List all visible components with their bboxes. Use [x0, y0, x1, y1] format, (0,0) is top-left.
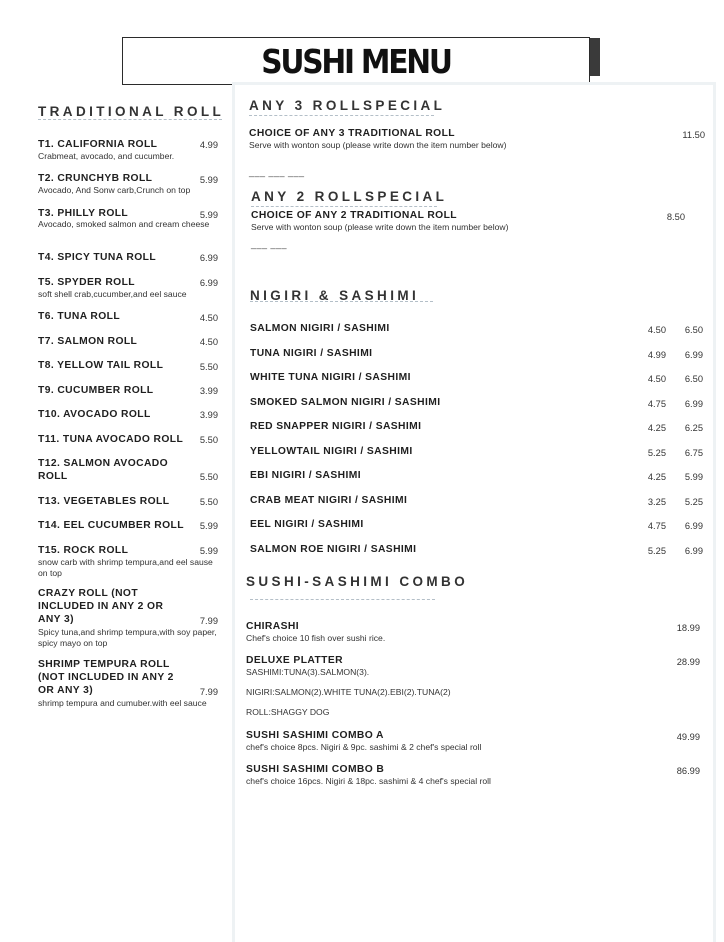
- chirashi-desc: Chef's choice 10 fish over sushi rice.: [246, 633, 386, 643]
- menu-item-price: 6.99: [199, 253, 218, 263]
- deluxe-nigiri-line: NIGIRI:SALMON(2).WHITE TUNA(2).EBI(2).TUNA(2): [246, 687, 451, 697]
- nigiri-item-name: SALMON ROE NIGIRI / SASHIMI: [250, 544, 417, 555]
- menu-item-desc: Spicy tuna,and shrimp tempura,with soy paper, spicy mayo on top: [38, 627, 217, 648]
- menu-item-name: T5. SPYDER ROLL: [38, 277, 135, 288]
- menu-item-name: CRAZY ROLL (NOT INCLUDED IN ANY 2 OR ANY 3): [38, 588, 164, 625]
- nigiri-item-name: SMOKED SALMON NIGIRI / SASHIMI: [250, 397, 441, 408]
- nigiri-price: 4.75: [647, 399, 666, 409]
- combo-a-name: SUSHI SASHIMI COMBO A: [246, 730, 384, 741]
- menu-item-desc: Avocado, And Sonw carb,Crunch on top: [38, 185, 191, 195]
- nigiri-price: 4.25: [647, 423, 666, 433]
- deluxe-roll-line: ROLL:SHAGGY DOG: [246, 707, 330, 717]
- sashimi-price: 6.50: [684, 325, 703, 335]
- chirashi-name: CHIRASHI: [246, 621, 299, 632]
- nigiri-price: 4.99: [647, 350, 666, 360]
- nigiri-item-name: CRAB MEAT NIGIRI / SASHIMI: [250, 495, 408, 506]
- deluxe-price: 28.99: [676, 657, 700, 667]
- menu-item-price: 5.50: [199, 435, 218, 445]
- nigiri-item-name: EBI NIGIRI / SASHIMI: [250, 470, 361, 481]
- menu-item-price: 3.99: [199, 386, 218, 396]
- sashimi-price: 5.99: [684, 472, 703, 482]
- traditional-divider: [38, 119, 222, 120]
- nigiri-item-name: SALMON NIGIRI / SASHIMI: [250, 323, 390, 334]
- menu-item-name: T9. CUCUMBER ROLL: [38, 385, 154, 396]
- menu-item-price: 7.99: [199, 616, 218, 626]
- menu-item-name: T10. AVOCADO ROLL: [38, 409, 151, 420]
- menu-item-name: T1. CALIFORNIA ROLL: [38, 139, 158, 150]
- menu-item-price: 5.50: [199, 497, 218, 507]
- page-title: SUSHI MENU: [261, 42, 451, 81]
- any2-price: 8.50: [666, 212, 685, 222]
- menu-item-price: 5.99: [199, 210, 218, 220]
- menu-item-desc: Crabmeat, avocado, and cucumber.: [38, 151, 175, 161]
- nigiri-price: 5.25: [647, 546, 666, 556]
- combo-a-price: 49.99: [676, 732, 700, 742]
- menu-item-price: 5.99: [199, 175, 218, 185]
- menu-item-price: 6.99: [199, 278, 218, 288]
- sashimi-price: 6.25: [684, 423, 703, 433]
- menu-item-name: T11. TUNA AVOCADO ROLL: [38, 434, 184, 445]
- menu-item-price: 5.99: [199, 546, 218, 556]
- chirashi-price: 18.99: [676, 623, 700, 633]
- menu-item-name: T15. ROCK ROLL: [38, 545, 129, 556]
- any3-item-name: CHOICE OF ANY 3 TRADITIONAL ROLL: [249, 128, 455, 139]
- menu-item-desc: shrimp tempura and cumuber.with eel sauce: [38, 698, 207, 708]
- menu-item-name: T12. SALMON AVOCADO ROLL: [38, 458, 169, 482]
- nigiri-item-name: WHITE TUNA NIGIRI / SASHIMI: [250, 372, 411, 383]
- any2-blanks: ___ ___: [251, 239, 288, 249]
- any3-heading: ANY 3 ROLLSPECIAL: [249, 98, 446, 113]
- any2-heading: ANY 2 ROLLSPECIAL: [251, 189, 448, 204]
- menu-item-price: 5.50: [199, 472, 218, 482]
- nigiri-price: 5.25: [647, 448, 666, 458]
- menu-item-name: T3. PHILLY ROLL: [38, 208, 129, 219]
- menu-item-price: 5.50: [199, 362, 218, 372]
- combo-a-desc: chef's choice 8pcs. Nigiri & 9pc. sashimi & 2 chef's special roll: [246, 742, 482, 752]
- sashimi-price: 5.25: [684, 497, 703, 507]
- menu-item-name: T2. CRUNCHYB ROLL: [38, 173, 153, 184]
- menu-item-desc: snow carb with shrimp tempura,and eel sause on top: [38, 557, 213, 578]
- sashimi-price: 6.50: [684, 374, 703, 384]
- nigiri-price: 4.75: [647, 521, 666, 531]
- any2-desc: Serve with wonton soup (please write down the item number below): [251, 222, 509, 232]
- any3-blanks: ___ ___ ___: [249, 167, 305, 177]
- sashimi-price: 6.75: [684, 448, 703, 458]
- menu-item-desc: soft shell crab,cucumber,and eel sauce: [38, 289, 187, 299]
- nigiri-item-name: RED SNAPPER NIGIRI / SASHIMI: [250, 421, 422, 432]
- any2-divider: [251, 206, 437, 207]
- combo-heading: SUSHI-SASHIMI COMBO: [246, 574, 469, 589]
- menu-item-price: 4.99: [199, 140, 218, 150]
- nigiri-divider: [250, 301, 433, 302]
- nigiri-price: 4.50: [647, 374, 666, 384]
- sashimi-price: 6.99: [684, 399, 703, 409]
- deluxe-name: DELUXE PLATTER: [246, 655, 343, 666]
- any3-desc: Serve with wonton soup (please write down the item number below): [249, 140, 507, 150]
- menu-item-desc: Avocado, smoked salmon and cream cheese: [38, 219, 210, 229]
- combo-b-price: 86.99: [676, 766, 700, 776]
- menu-item-price: 3.99: [199, 410, 218, 420]
- menu-item-name: SHRIMP TEMPURA ROLL (NOT INCLUDED IN ANY 2 OR ANY 3): [38, 659, 174, 696]
- menu-item-name: T8. YELLOW TAIL ROLL: [38, 360, 164, 371]
- menu-item-price: 7.99: [199, 687, 218, 697]
- any3-divider: [249, 115, 434, 116]
- combo-b-desc: chef's choice 16pcs. Nigiri & 18pc. sashimi & 4 chef's special roll: [246, 776, 491, 786]
- menu-item-name: T7. SALMON ROLL: [38, 336, 138, 347]
- combo-b-name: SUSHI SASHIMI COMBO B: [246, 764, 385, 775]
- any2-item-name: CHOICE OF ANY 2 TRADITIONAL ROLL: [251, 210, 457, 221]
- menu-item-price: 4.50: [199, 337, 218, 347]
- menu-item-name: T6. TUNA ROLL: [38, 311, 121, 322]
- combo-divider: [250, 599, 435, 600]
- nigiri-heading: NIGIRI & SASHIMI: [250, 288, 420, 303]
- menu-item-name: T4. SPICY TUNA ROLL: [38, 252, 157, 263]
- traditional-roll-heading: TRADITIONAL ROLL: [38, 104, 225, 119]
- sashimi-price: 6.99: [684, 521, 703, 531]
- menu-item-name: T14. EEL CUCUMBER ROLL: [38, 520, 184, 531]
- sashimi-price: 6.99: [684, 350, 703, 360]
- nigiri-item-name: EEL NIGIRI / SASHIMI: [250, 519, 364, 530]
- nigiri-item-name: TUNA NIGIRI / SASHIMI: [250, 348, 373, 359]
- sashimi-price: 6.99: [684, 546, 703, 556]
- any3-price: 11.50: [682, 130, 705, 140]
- nigiri-price: 4.50: [647, 325, 666, 335]
- deluxe-sashimi-line: SASHIMI:TUNA(3).SALMON(3).: [246, 667, 370, 677]
- nigiri-item-name: YELLOWTAIL NIGIRI / SASHIMI: [250, 446, 413, 457]
- nigiri-price: 4.25: [647, 472, 666, 482]
- menu-item-name: T13. VEGETABLES ROLL: [38, 496, 170, 507]
- menu-item-price: 5.99: [199, 521, 218, 531]
- nigiri-price: 3.25: [647, 497, 666, 507]
- menu-item-price: 4.50: [199, 313, 218, 323]
